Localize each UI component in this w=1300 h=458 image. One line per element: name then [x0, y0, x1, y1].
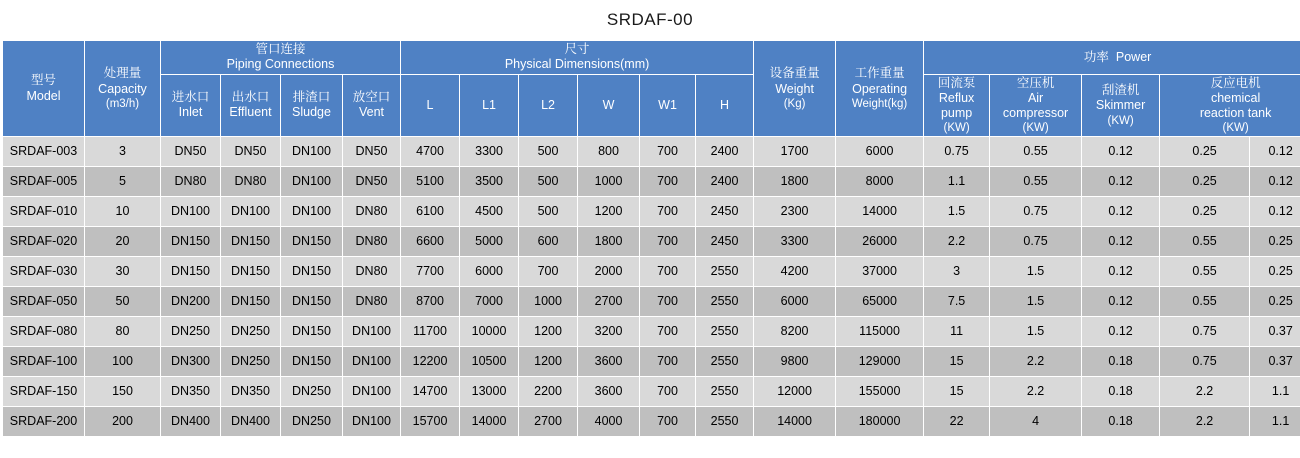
cell-sludge: DN150	[281, 257, 343, 287]
cell-sludge: DN250	[281, 377, 343, 407]
cell-reflux: 22	[924, 407, 990, 437]
column-header-model	[3, 41, 85, 137]
column-header-l: L	[401, 74, 460, 137]
cell-h: 2550	[696, 407, 754, 437]
cell-w1: 700	[640, 197, 696, 227]
cell-reflux: 15	[924, 377, 990, 407]
cell-sludge: DN100	[281, 137, 343, 167]
cell-sludge: DN150	[281, 347, 343, 377]
cell-opweight: 6000	[836, 137, 924, 167]
cell-model: SRDAF-010	[3, 197, 85, 227]
skimmer-label-cn: 刮渣机	[1101, 83, 1140, 98]
cell-l1: 4500	[460, 197, 519, 227]
group-header-piping	[161, 41, 401, 75]
cell-weight: 8200	[754, 317, 836, 347]
cell-last: 1.1	[1250, 407, 1300, 437]
cell-inlet: DN400	[161, 407, 221, 437]
inlet-label-cn: 进水口	[171, 90, 210, 105]
cell-l1: 10000	[460, 317, 519, 347]
cell-reflux: 3	[924, 257, 990, 287]
cell-inlet: DN80	[161, 167, 221, 197]
cell-h: 2450	[696, 197, 754, 227]
cell-effluent: DN150	[221, 227, 281, 257]
cell-chem: 0.75	[1160, 347, 1250, 377]
cell-reflux: 7.5	[924, 287, 990, 317]
cell-weight: 4200	[754, 257, 836, 287]
cell-weight: 12000	[754, 377, 836, 407]
cell-l: 7700	[401, 257, 460, 287]
model-label-en: Model	[26, 88, 61, 103]
cell-effluent: DN80	[221, 167, 281, 197]
cell-sludge: DN100	[281, 197, 343, 227]
cell-model: SRDAF-020	[3, 227, 85, 257]
reflux-label-en: Reflux	[938, 90, 975, 105]
cell-skimmer: 0.12	[1082, 197, 1160, 227]
weight-label-en: Weight	[775, 81, 814, 96]
table-row	[3, 347, 1300, 377]
cell-w: 3600	[578, 347, 640, 377]
cell-chem: 2.2	[1160, 377, 1250, 407]
cell-reflux: 11	[924, 317, 990, 347]
cell-effluent: DN250	[221, 347, 281, 377]
dimensions-label-cn: 尺寸	[564, 42, 590, 56]
cell-reflux: 1.5	[924, 197, 990, 227]
air-label-en: Air	[1027, 90, 1044, 105]
opweight-label-cn: 工作重量	[854, 66, 905, 81]
cell-w1: 700	[640, 137, 696, 167]
cell-chem: 0.25	[1160, 197, 1250, 227]
cell-capacity: 30	[85, 257, 161, 287]
cell-last: 0.12	[1250, 137, 1300, 167]
cell-w1: 700	[640, 347, 696, 377]
cell-sludge: DN150	[281, 227, 343, 257]
cell-l2: 500	[519, 197, 578, 227]
reflux-label-cn: 回流泵	[937, 75, 976, 90]
cell-vent: DN80	[343, 197, 401, 227]
cell-w: 2700	[578, 287, 640, 317]
table-row	[3, 137, 1300, 167]
cell-last: 0.25	[1250, 227, 1300, 257]
cell-weight: 2300	[754, 197, 836, 227]
cell-reflux: 1.1	[924, 167, 990, 197]
cell-air: 1.5	[990, 317, 1082, 347]
cell-reflux: 2.2	[924, 227, 990, 257]
opweight-label-en: Operating	[852, 81, 908, 96]
column-header-chemical-reaction-tank	[1160, 74, 1300, 137]
cell-model: SRDAF-050	[3, 287, 85, 317]
cell-w: 1200	[578, 197, 640, 227]
power-label: 功率 Power	[1083, 49, 1152, 64]
model-label-cn: 型号	[30, 73, 56, 88]
column-header-capacity	[85, 41, 161, 137]
cell-effluent: DN100	[221, 197, 281, 227]
cell-capacity: 10	[85, 197, 161, 227]
cell-last: 0.37	[1250, 317, 1300, 347]
cell-skimmer: 0.12	[1082, 167, 1160, 197]
cell-h: 2550	[696, 347, 754, 377]
vent-label-en: Vent	[359, 105, 385, 120]
cell-sludge: DN250	[281, 407, 343, 437]
column-header-inlet	[161, 74, 221, 137]
cell-w1: 700	[640, 257, 696, 287]
cell-reflux: 15	[924, 347, 990, 377]
cell-capacity: 20	[85, 227, 161, 257]
cell-chem: 0.55	[1160, 257, 1250, 287]
piping-label-cn: 管口连接	[255, 42, 306, 56]
cell-l2: 600	[519, 227, 578, 257]
skimmer-label-en: Skimmer	[1095, 98, 1146, 113]
cell-h: 2550	[696, 287, 754, 317]
cell-effluent: DN150	[221, 257, 281, 287]
chem-label-en2: reaction tank	[1199, 106, 1272, 120]
cell-chem: 0.55	[1160, 227, 1250, 257]
table-row	[3, 227, 1300, 257]
cell-inlet: DN250	[161, 317, 221, 347]
opweight-unit: Weight(kg)	[851, 97, 908, 110]
column-header-vent	[343, 74, 401, 137]
air-label-en2: compressor	[1002, 106, 1069, 120]
cell-chem: 2.2	[1160, 407, 1250, 437]
piping-label-en: Piping Connections	[226, 57, 335, 72]
cell-skimmer: 0.18	[1082, 347, 1160, 377]
cell-l: 14700	[401, 377, 460, 407]
cell-air: 0.75	[990, 227, 1082, 257]
capacity-label-en: Capacity	[98, 81, 147, 96]
cell-air: 1.5	[990, 287, 1082, 317]
cell-l: 15700	[401, 407, 460, 437]
cell-l: 6100	[401, 197, 460, 227]
cell-capacity: 100	[85, 347, 161, 377]
cell-last: 0.12	[1250, 197, 1300, 227]
cell-l2: 1000	[519, 287, 578, 317]
cell-capacity: 150	[85, 377, 161, 407]
cell-sludge: DN150	[281, 317, 343, 347]
cell-l1: 6000	[460, 257, 519, 287]
cell-l: 4700	[401, 137, 460, 167]
cell-opweight: 37000	[836, 257, 924, 287]
cell-h: 2400	[696, 137, 754, 167]
cell-model: SRDAF-150	[3, 377, 85, 407]
cell-w1: 700	[640, 377, 696, 407]
cell-opweight: 180000	[836, 407, 924, 437]
cell-inlet: DN100	[161, 197, 221, 227]
cell-opweight: 155000	[836, 377, 924, 407]
cell-l1: 10500	[460, 347, 519, 377]
cell-inlet: DN150	[161, 257, 221, 287]
cell-last: 0.25	[1250, 287, 1300, 317]
cell-h: 2550	[696, 377, 754, 407]
reflux-unit: (KW)	[943, 122, 970, 135]
cell-chem: 0.25	[1160, 167, 1250, 197]
cell-l: 5100	[401, 167, 460, 197]
chem-label-en: chemical	[1210, 90, 1261, 105]
column-header-l2: L2	[519, 74, 578, 137]
cell-opweight: 115000	[836, 317, 924, 347]
cell-effluent: DN250	[221, 317, 281, 347]
cell-effluent: DN150	[221, 287, 281, 317]
column-header-effluent	[221, 74, 281, 137]
cell-weight: 1800	[754, 167, 836, 197]
cell-model: SRDAF-100	[3, 347, 85, 377]
cell-inlet: DN150	[161, 227, 221, 257]
cell-reflux: 0.75	[924, 137, 990, 167]
effluent-label-cn: 出水口	[231, 90, 270, 105]
cell-l1: 14000	[460, 407, 519, 437]
cell-vent: DN100	[343, 377, 401, 407]
cell-air: 2.2	[990, 377, 1082, 407]
table-row	[3, 407, 1300, 437]
cell-vent: DN80	[343, 287, 401, 317]
cell-w1: 700	[640, 167, 696, 197]
cell-l1: 13000	[460, 377, 519, 407]
cell-vent: DN100	[343, 347, 401, 377]
column-header-skimmer	[1082, 74, 1160, 137]
cell-skimmer: 0.12	[1082, 137, 1160, 167]
cell-w: 1000	[578, 167, 640, 197]
cell-l1: 3300	[460, 137, 519, 167]
cell-l: 8700	[401, 287, 460, 317]
table-row	[3, 197, 1300, 227]
table-header	[3, 41, 1300, 137]
table-row	[3, 287, 1300, 317]
sludge-label-en: Sludge	[292, 105, 331, 120]
cell-air: 4	[990, 407, 1082, 437]
cell-weight: 6000	[754, 287, 836, 317]
sludge-label-cn: 排渣口	[292, 90, 331, 105]
cell-l2: 700	[519, 257, 578, 287]
cell-sludge: DN100	[281, 167, 343, 197]
cell-vent: DN50	[343, 137, 401, 167]
cell-l2: 500	[519, 137, 578, 167]
cell-skimmer: 0.12	[1082, 257, 1160, 287]
cell-vent: DN80	[343, 227, 401, 257]
cell-h: 2400	[696, 167, 754, 197]
column-header-reflux-pump	[924, 74, 990, 137]
group-header-dimensions	[401, 41, 754, 75]
cell-weight: 14000	[754, 407, 836, 437]
page-title: SRDAF-00	[606, 10, 694, 29]
cell-l2: 2700	[519, 407, 578, 437]
table-row	[3, 317, 1300, 347]
inlet-label-en: Inlet	[178, 105, 203, 120]
effluent-label-en: Effluent	[229, 105, 272, 120]
cell-w1: 700	[640, 317, 696, 347]
column-header-operating-weight	[836, 41, 924, 137]
cell-w: 800	[578, 137, 640, 167]
cell-l2: 500	[519, 167, 578, 197]
skimmer-unit: (KW)	[1107, 114, 1134, 127]
specification-table	[2, 40, 1300, 437]
capacity-label-cn: 处理量	[103, 66, 142, 81]
cell-effluent: DN350	[221, 377, 281, 407]
cell-l1: 7000	[460, 287, 519, 317]
cell-effluent: DN50	[221, 137, 281, 167]
cell-h: 2550	[696, 257, 754, 287]
cell-model: SRDAF-003	[3, 137, 85, 167]
column-header-w1: W1	[640, 74, 696, 137]
column-header-w: W	[578, 74, 640, 137]
cell-capacity: 3	[85, 137, 161, 167]
cell-skimmer: 0.18	[1082, 377, 1160, 407]
cell-last: 0.12	[1250, 167, 1300, 197]
cell-air: 0.55	[990, 137, 1082, 167]
cell-chem: 0.75	[1160, 317, 1250, 347]
cell-l: 12200	[401, 347, 460, 377]
cell-skimmer: 0.12	[1082, 317, 1160, 347]
cell-weight: 9800	[754, 347, 836, 377]
chem-unit: (KW)	[1222, 122, 1249, 135]
cell-weight: 1700	[754, 137, 836, 167]
cell-opweight: 14000	[836, 197, 924, 227]
cell-last: 0.25	[1250, 257, 1300, 287]
dimensions-label-en: Physical Dimensions(mm)	[504, 57, 650, 72]
cell-air: 0.55	[990, 167, 1082, 197]
group-header-power	[924, 41, 1300, 75]
vent-label-cn: 放空口	[352, 90, 391, 105]
column-header-weight	[754, 41, 836, 137]
weight-label-cn: 设备重量	[769, 66, 820, 81]
cell-h: 2550	[696, 317, 754, 347]
cell-model: SRDAF-005	[3, 167, 85, 197]
column-header-air-compressor	[990, 74, 1082, 137]
cell-capacity: 5	[85, 167, 161, 197]
cell-l: 11700	[401, 317, 460, 347]
cell-capacity: 200	[85, 407, 161, 437]
column-header-h: H	[696, 74, 754, 137]
cell-inlet: DN50	[161, 137, 221, 167]
cell-l1: 5000	[460, 227, 519, 257]
cell-w: 2000	[578, 257, 640, 287]
cell-l2: 1200	[519, 317, 578, 347]
cell-l: 6600	[401, 227, 460, 257]
cell-capacity: 80	[85, 317, 161, 347]
cell-model: SRDAF-080	[3, 317, 85, 347]
table-row	[3, 257, 1300, 287]
cell-l2: 1200	[519, 347, 578, 377]
cell-opweight: 8000	[836, 167, 924, 197]
cell-h: 2450	[696, 227, 754, 257]
table-row	[3, 167, 1300, 197]
cell-opweight: 129000	[836, 347, 924, 377]
cell-air: 1.5	[990, 257, 1082, 287]
cell-w: 3600	[578, 377, 640, 407]
cell-chem: 0.55	[1160, 287, 1250, 317]
cell-vent: DN100	[343, 317, 401, 347]
cell-w: 3200	[578, 317, 640, 347]
cell-opweight: 26000	[836, 227, 924, 257]
capacity-unit: (m3/h)	[105, 97, 140, 110]
cell-effluent: DN400	[221, 407, 281, 437]
cell-w: 4000	[578, 407, 640, 437]
cell-inlet: DN300	[161, 347, 221, 377]
cell-l1: 3500	[460, 167, 519, 197]
cell-w1: 700	[640, 287, 696, 317]
weight-unit: (Kg)	[783, 97, 806, 110]
chem-label-cn: 反应电机	[1210, 75, 1261, 90]
cell-last: 0.37	[1250, 347, 1300, 377]
cell-skimmer: 0.12	[1082, 287, 1160, 317]
cell-w1: 700	[640, 227, 696, 257]
cell-skimmer: 0.12	[1082, 227, 1160, 257]
cell-chem: 0.25	[1160, 137, 1250, 167]
air-label-cn: 空压机	[1016, 75, 1055, 90]
cell-sludge: DN150	[281, 287, 343, 317]
cell-model: SRDAF-200	[3, 407, 85, 437]
table-body	[3, 137, 1300, 437]
header-sub-row	[3, 74, 1300, 137]
cell-last: 1.1	[1250, 377, 1300, 407]
reflux-label-en2: pump	[940, 106, 973, 120]
cell-vent: DN80	[343, 257, 401, 287]
cell-inlet: DN350	[161, 377, 221, 407]
cell-w1: 700	[640, 407, 696, 437]
column-header-l1: L1	[460, 74, 519, 137]
cell-vent: DN50	[343, 167, 401, 197]
header-group-row	[3, 41, 1300, 75]
cell-air: 0.75	[990, 197, 1082, 227]
table-row	[3, 377, 1300, 407]
cell-opweight: 65000	[836, 287, 924, 317]
cell-air: 2.2	[990, 347, 1082, 377]
cell-skimmer: 0.18	[1082, 407, 1160, 437]
air-unit: (KW)	[1022, 122, 1049, 135]
cell-w: 1800	[578, 227, 640, 257]
cell-inlet: DN200	[161, 287, 221, 317]
cell-vent: DN100	[343, 407, 401, 437]
cell-l2: 2200	[519, 377, 578, 407]
column-header-sludge	[281, 74, 343, 137]
cell-model: SRDAF-030	[3, 257, 85, 287]
cell-weight: 3300	[754, 227, 836, 257]
cell-capacity: 50	[85, 287, 161, 317]
